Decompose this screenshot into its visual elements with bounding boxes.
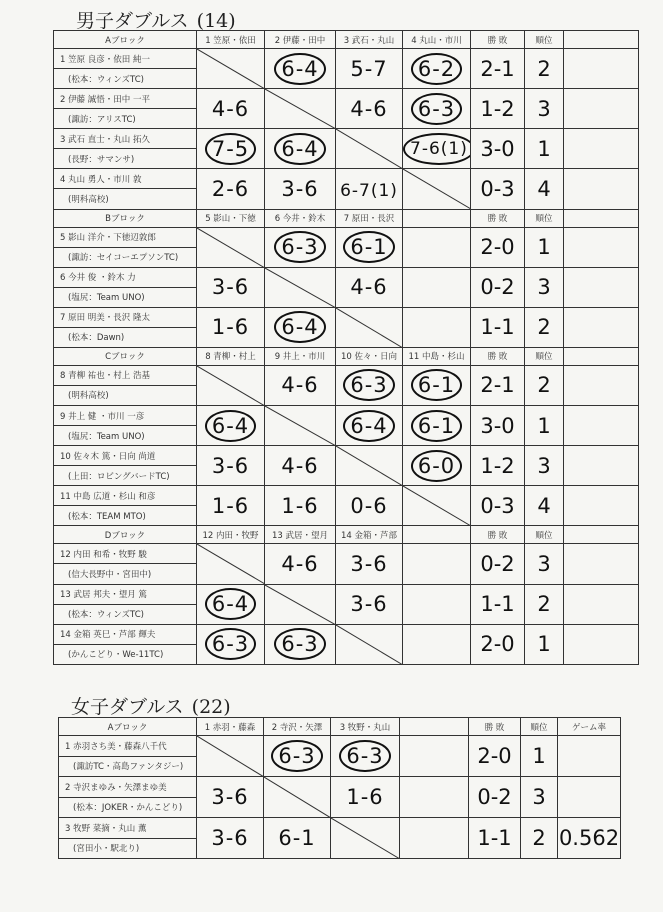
match-score: 0-6 — [350, 493, 388, 518]
pair-names: 3 牧野 菜摘・丸山 薫 — [59, 818, 197, 839]
match-score: 3-6 — [350, 551, 388, 576]
diagonal-stroke — [265, 585, 336, 625]
score-cell — [403, 365, 471, 405]
score-cell — [197, 446, 265, 486]
rank: 1 — [525, 406, 564, 446]
rank: 2 — [521, 818, 558, 859]
score-cell — [403, 129, 471, 169]
score-cell — [400, 777, 469, 818]
pair-row — [54, 89, 639, 109]
win-loss: 2-0 — [469, 736, 521, 777]
rank: 3 — [525, 89, 564, 129]
score-cell — [331, 736, 400, 777]
opponent-header: 7 原田・長沢 — [336, 209, 403, 227]
blank-cell — [564, 584, 639, 624]
win-loss: 0-2 — [471, 544, 525, 584]
win-score-circled: 7-6(1) — [403, 133, 471, 165]
score-cell — [197, 169, 265, 209]
opponent-header: 4 丸山・市川 — [403, 31, 471, 49]
score-cell — [197, 486, 265, 526]
score-cell — [197, 624, 265, 664]
pair-names: 1 赤羽さち美・藤森八千代 — [59, 736, 197, 757]
rank: 4 — [525, 169, 564, 209]
diagonal-stroke — [197, 544, 265, 584]
pair-names: 14 金箱 英巳・芦部 輝夫 — [54, 624, 197, 644]
diagonal-cell — [336, 307, 403, 347]
win-score-circled: 6-4 — [274, 53, 325, 85]
score-cell — [403, 544, 471, 584]
opponent-header: 5 影山・下徳 — [197, 209, 265, 227]
score-cell — [400, 818, 469, 859]
pair-club: (諏訪TC・高島ファンタジー) — [59, 756, 197, 777]
block-name: Aブロック — [59, 718, 197, 736]
score-cell — [265, 624, 336, 664]
pair-names: 4 丸山 勇人・市川 敦 — [54, 169, 197, 189]
diagonal-cell — [336, 624, 403, 664]
pair-row — [54, 624, 639, 644]
diagonal-cell — [265, 584, 336, 624]
pair-row — [54, 129, 639, 149]
pair-club: (松本：JOKER・かんこどり) — [59, 797, 197, 818]
diagonal-cell — [265, 89, 336, 129]
score-cell — [336, 365, 403, 405]
score-cell — [197, 307, 265, 347]
opponent-header: 1 赤羽・藤森 — [197, 718, 264, 736]
rank: 3 — [521, 777, 558, 818]
win-score-circled: 6-3 — [411, 93, 462, 125]
opponent-header: 13 武居・望月 — [265, 526, 336, 544]
score-cell — [197, 406, 265, 446]
wl-header: 勝 敗 — [471, 31, 525, 49]
score-cell — [331, 777, 400, 818]
rank: 1 — [525, 624, 564, 664]
score-cell — [265, 544, 336, 584]
opponent-header: 14 金箱・芦部 — [336, 526, 403, 544]
block-name: Bブロック — [54, 209, 197, 227]
pair-row — [54, 406, 639, 426]
match-score: 3-6 — [211, 453, 250, 478]
pair-names: 13 武居 邦夫・望月 篤 — [54, 584, 197, 604]
score-cell — [336, 486, 403, 526]
pair-club: (諏訪：アリスTC) — [54, 109, 197, 129]
score-cell — [265, 486, 336, 526]
pair-club: (松本：TEAM MTO) — [54, 506, 197, 526]
pair-names: 6 今井 俊 ・鈴木 力 — [54, 267, 197, 287]
rank-header: 順位 — [525, 31, 564, 49]
rank-header: 順位 — [521, 718, 558, 736]
pair-names: 12 内田 和希・牧野 駿 — [54, 544, 197, 564]
win-loss: 2-1 — [471, 365, 525, 405]
diagonal-cell — [336, 129, 403, 169]
block-name: Dブロック — [54, 526, 197, 544]
pair-club: (松本：Dawn) — [54, 327, 197, 347]
win-loss: 1-1 — [471, 307, 525, 347]
mens-title-text: 男子ダブルス — [76, 10, 189, 32]
win-loss: 0-2 — [469, 777, 521, 818]
win-score-circled: 6-1 — [411, 369, 462, 401]
pair-names: 7 原田 明美・長沢 隆太 — [54, 307, 197, 327]
match-score: 6-7(1) — [340, 180, 398, 201]
opponent-header: 2 伊藤・田中 — [265, 31, 336, 49]
pair-row — [54, 365, 639, 385]
opponent-header: 8 青柳・村上 — [197, 347, 265, 365]
match-score: 1-6 — [281, 493, 319, 518]
blank-cell — [564, 365, 639, 405]
opponent-header: 12 内田・牧野 — [197, 526, 265, 544]
game-ratio — [558, 777, 621, 818]
diagonal-stroke — [264, 777, 331, 818]
match-score: 5-7 — [350, 56, 388, 81]
score-cell — [197, 777, 264, 818]
extra-header — [564, 209, 639, 227]
diagonal-stroke — [265, 406, 336, 446]
win-loss: 3-0 — [471, 406, 525, 446]
score-cell — [265, 365, 336, 405]
opponent-header: 1 笠原・依田 — [197, 31, 265, 49]
score-cell — [403, 307, 471, 347]
womens-doubles-title — [71, 692, 231, 719]
win-score-circled: 6-1 — [411, 410, 462, 442]
extra-header — [564, 526, 639, 544]
extra-header — [564, 31, 639, 49]
opponent-header: 3 武石・丸山 — [336, 31, 403, 49]
block-header-row — [54, 347, 639, 365]
pair-row — [54, 227, 639, 247]
pair-row — [54, 486, 639, 506]
match-score: 4-6 — [350, 96, 388, 121]
rank: 1 — [521, 736, 558, 777]
score-cell — [265, 227, 336, 267]
rank: 2 — [525, 49, 564, 89]
block-header-row — [54, 526, 639, 544]
diagonal-cell — [331, 818, 400, 859]
score-cell — [264, 818, 331, 859]
score-cell — [403, 227, 471, 267]
extra-header — [564, 347, 639, 365]
pair-club: (明科高校) — [54, 385, 197, 405]
rank: 1 — [525, 227, 564, 267]
score-cell — [403, 584, 471, 624]
pair-names: 1 笠原 良彦・依田 純一 — [54, 49, 197, 69]
pair-row — [54, 307, 639, 327]
score-cell — [403, 406, 471, 446]
diagonal-cell — [403, 486, 471, 526]
match-score: 1-6 — [211, 493, 250, 518]
pair-club: (松本：ウィンズTC) — [54, 69, 197, 89]
score-cell — [336, 406, 403, 446]
blank-cell — [564, 406, 639, 446]
block-name: Aブロック — [54, 31, 197, 49]
score-cell — [197, 89, 265, 129]
opponent-header — [403, 526, 471, 544]
pair-row — [59, 736, 621, 757]
score-cell — [265, 446, 336, 486]
pair-club: (明科高校) — [54, 189, 197, 209]
win-score-circled: 6-4 — [274, 133, 325, 165]
diagonal-stroke — [331, 818, 400, 859]
opponent-header: 10 佐々・日向 — [336, 347, 403, 365]
block-header-row — [54, 31, 639, 49]
rank: 1 — [525, 129, 564, 169]
wl-header: 勝 敗 — [471, 526, 525, 544]
score-cell — [265, 49, 336, 89]
pair-club: (宮田小・駅北り) — [59, 838, 197, 859]
score-cell — [403, 267, 471, 307]
opponent-header — [400, 718, 469, 736]
match-score: 4-6 — [211, 96, 250, 121]
score-cell — [336, 267, 403, 307]
rank-header: 順位 — [525, 526, 564, 544]
win-loss: 2-1 — [471, 49, 525, 89]
diagonal-stroke — [197, 228, 265, 268]
score-cell — [265, 169, 336, 209]
diagonal-stroke — [197, 366, 265, 406]
win-loss: 0-3 — [471, 169, 525, 209]
mens-league-table — [53, 30, 639, 665]
diagonal-stroke — [403, 486, 471, 526]
match-score: 4-6 — [350, 275, 388, 300]
win-loss: 0-2 — [471, 267, 525, 307]
block-header-row — [59, 718, 621, 736]
win-score-circled: 6-3 — [205, 628, 256, 660]
rank-header: 順位 — [525, 347, 564, 365]
pair-row — [54, 49, 639, 69]
score-cell — [403, 49, 471, 89]
win-loss: 1-1 — [471, 584, 525, 624]
win-score-circled: 6-4 — [274, 311, 325, 343]
diagonal-cell — [336, 446, 403, 486]
pair-row — [54, 584, 639, 604]
pair-club: (上田：ロビングバードTC) — [54, 466, 197, 486]
womens-league-table — [58, 717, 621, 859]
games-header: ゲーム率 — [558, 718, 621, 736]
pair-club: (諏訪：セイコーエプソンTC) — [54, 247, 197, 267]
blank-cell — [564, 486, 639, 526]
pair-names: 2 寺沢まゆみ・矢澤まゆ美 — [59, 777, 197, 798]
score-cell — [400, 736, 469, 777]
score-cell — [336, 89, 403, 129]
diagonal-stroke — [336, 308, 403, 348]
block-name: Cブロック — [54, 347, 197, 365]
pair-row — [59, 818, 621, 839]
mens-doubles-title — [76, 6, 236, 33]
opponent-header: 3 牧野・丸山 — [331, 718, 400, 736]
win-score-circled: 6-3 — [274, 231, 325, 263]
pair-names: 9 井上 健 ・市川 一彦 — [54, 406, 197, 426]
pair-row — [54, 544, 639, 564]
game-ratio — [558, 736, 621, 777]
wl-header: 勝 敗 — [471, 347, 525, 365]
win-loss: 2-0 — [471, 227, 525, 267]
score-cell — [197, 129, 265, 169]
pair-club: (かんこどり・We-11TC) — [54, 644, 197, 664]
win-score-circled: 6-3 — [343, 369, 394, 401]
diagonal-cell — [264, 777, 331, 818]
match-score: 4-6 — [281, 551, 319, 576]
womens-title-text: 女子ダブルス — [71, 696, 184, 718]
diagonal-cell — [265, 406, 336, 446]
pair-row — [54, 446, 639, 466]
diagonal-stroke — [265, 89, 336, 129]
win-score-circled: 6-3 — [274, 628, 325, 660]
opponent-header: 9 井上・市川 — [265, 347, 336, 365]
diagonal-stroke — [197, 49, 265, 89]
blank-cell — [564, 446, 639, 486]
score-cell — [336, 169, 403, 209]
pair-names: 2 伊藤 誠悟・田中 一平 — [54, 89, 197, 109]
diagonal-cell — [403, 169, 471, 209]
rank: 2 — [525, 365, 564, 405]
blank-cell — [564, 624, 639, 664]
diagonal-stroke — [265, 268, 336, 308]
match-score: 3-6 — [350, 592, 388, 617]
win-score-circled: 6-4 — [343, 410, 394, 442]
opponent-header: 2 寺沢・矢澤 — [264, 718, 331, 736]
score-cell — [197, 267, 265, 307]
win-loss: 2-0 — [471, 624, 525, 664]
blank-cell — [564, 544, 639, 584]
pair-club: (信大長野中・宮田中) — [54, 564, 197, 584]
rank: 3 — [525, 544, 564, 584]
score-cell — [403, 89, 471, 129]
score-cell — [197, 818, 264, 859]
match-score: 1-6 — [346, 785, 384, 809]
match-score: 6-1 — [278, 826, 316, 850]
win-loss: 3-0 — [471, 129, 525, 169]
win-loss: 0-3 — [471, 486, 525, 526]
opponent-header — [403, 209, 471, 227]
pair-club: (長野：サマンサ) — [54, 149, 197, 169]
diagonal-stroke — [336, 446, 403, 486]
score-cell — [403, 446, 471, 486]
win-loss: 1-2 — [471, 446, 525, 486]
pair-club: (松本：ウィンズTC) — [54, 604, 197, 624]
pair-row — [54, 169, 639, 189]
blank-cell — [564, 49, 639, 89]
wl-header: 勝 敗 — [471, 209, 525, 227]
diagonal-cell — [197, 227, 265, 267]
win-score-circled: 6-2 — [411, 53, 462, 85]
game-ratio: 0.562 — [558, 818, 621, 859]
diagonal-stroke — [197, 736, 264, 777]
match-score: 4-6 — [281, 453, 319, 478]
rank: 3 — [525, 267, 564, 307]
win-score-circled: 6-1 — [343, 231, 394, 263]
win-score-circled: 7-5 — [205, 133, 256, 165]
block-header-row — [54, 209, 639, 227]
pair-names: 10 佐々木 篤・日向 尚道 — [54, 446, 197, 466]
win-score-circled: 6-4 — [205, 588, 256, 620]
diagonal-stroke — [336, 625, 403, 665]
match-score: 3-6 — [211, 275, 250, 300]
win-score-circled: 6-3 — [271, 740, 322, 772]
score-cell — [336, 49, 403, 89]
score-cell — [336, 584, 403, 624]
win-loss: 1-1 — [469, 818, 521, 859]
rank: 4 — [525, 486, 564, 526]
pair-names: 3 武石 直士・丸山 拓久 — [54, 129, 197, 149]
blank-cell — [564, 227, 639, 267]
win-loss: 1-2 — [471, 89, 525, 129]
score-cell — [265, 129, 336, 169]
opponent-header: 11 中島・杉山 — [403, 347, 471, 365]
diagonal-cell — [197, 49, 265, 89]
blank-cell — [564, 129, 639, 169]
pair-club: (塩尻：Team UNO) — [54, 287, 197, 307]
pair-club: (塩尻：Team UNO) — [54, 426, 197, 446]
blank-cell — [564, 89, 639, 129]
diagonal-stroke — [336, 129, 403, 169]
pair-row — [59, 777, 621, 798]
win-score-circled: 6-0 — [411, 450, 462, 482]
blank-cell — [564, 307, 639, 347]
score-cell — [265, 307, 336, 347]
score-cell — [336, 227, 403, 267]
diagonal-cell — [197, 365, 265, 405]
pair-names: 11 中島 広道・杉山 和彦 — [54, 486, 197, 506]
win-score-circled: 6-4 — [205, 410, 256, 442]
diagonal-cell — [265, 267, 336, 307]
match-score: 4-6 — [281, 373, 319, 398]
match-score: 2-6 — [211, 176, 250, 201]
score-cell — [336, 544, 403, 584]
match-score: 3-6 — [211, 785, 249, 809]
match-score: 3-6 — [281, 176, 319, 201]
rank: 3 — [525, 446, 564, 486]
diagonal-cell — [197, 544, 265, 584]
pair-names: 8 青柳 祐也・村上 浩基 — [54, 365, 197, 385]
wl-header: 勝 敗 — [469, 718, 521, 736]
blank-cell — [564, 169, 639, 209]
diagonal-cell — [197, 736, 264, 777]
score-cell — [264, 736, 331, 777]
opponent-header: 6 今井・鈴木 — [265, 209, 336, 227]
score-cell — [197, 584, 265, 624]
match-score: 1-6 — [211, 315, 250, 340]
rank: 2 — [525, 307, 564, 347]
match-score: 3-6 — [211, 826, 249, 850]
pair-names: 5 影山 洋介・下徳辺敦郎 — [54, 227, 197, 247]
womens-count: (22) — [191, 696, 231, 718]
mens-count: (14) — [196, 10, 236, 32]
rank: 2 — [525, 584, 564, 624]
win-score-circled: 6-3 — [339, 740, 390, 772]
score-cell — [403, 624, 471, 664]
rank-header: 順位 — [525, 209, 564, 227]
pair-row — [54, 267, 639, 287]
diagonal-stroke — [403, 169, 471, 209]
blank-cell — [564, 267, 639, 307]
